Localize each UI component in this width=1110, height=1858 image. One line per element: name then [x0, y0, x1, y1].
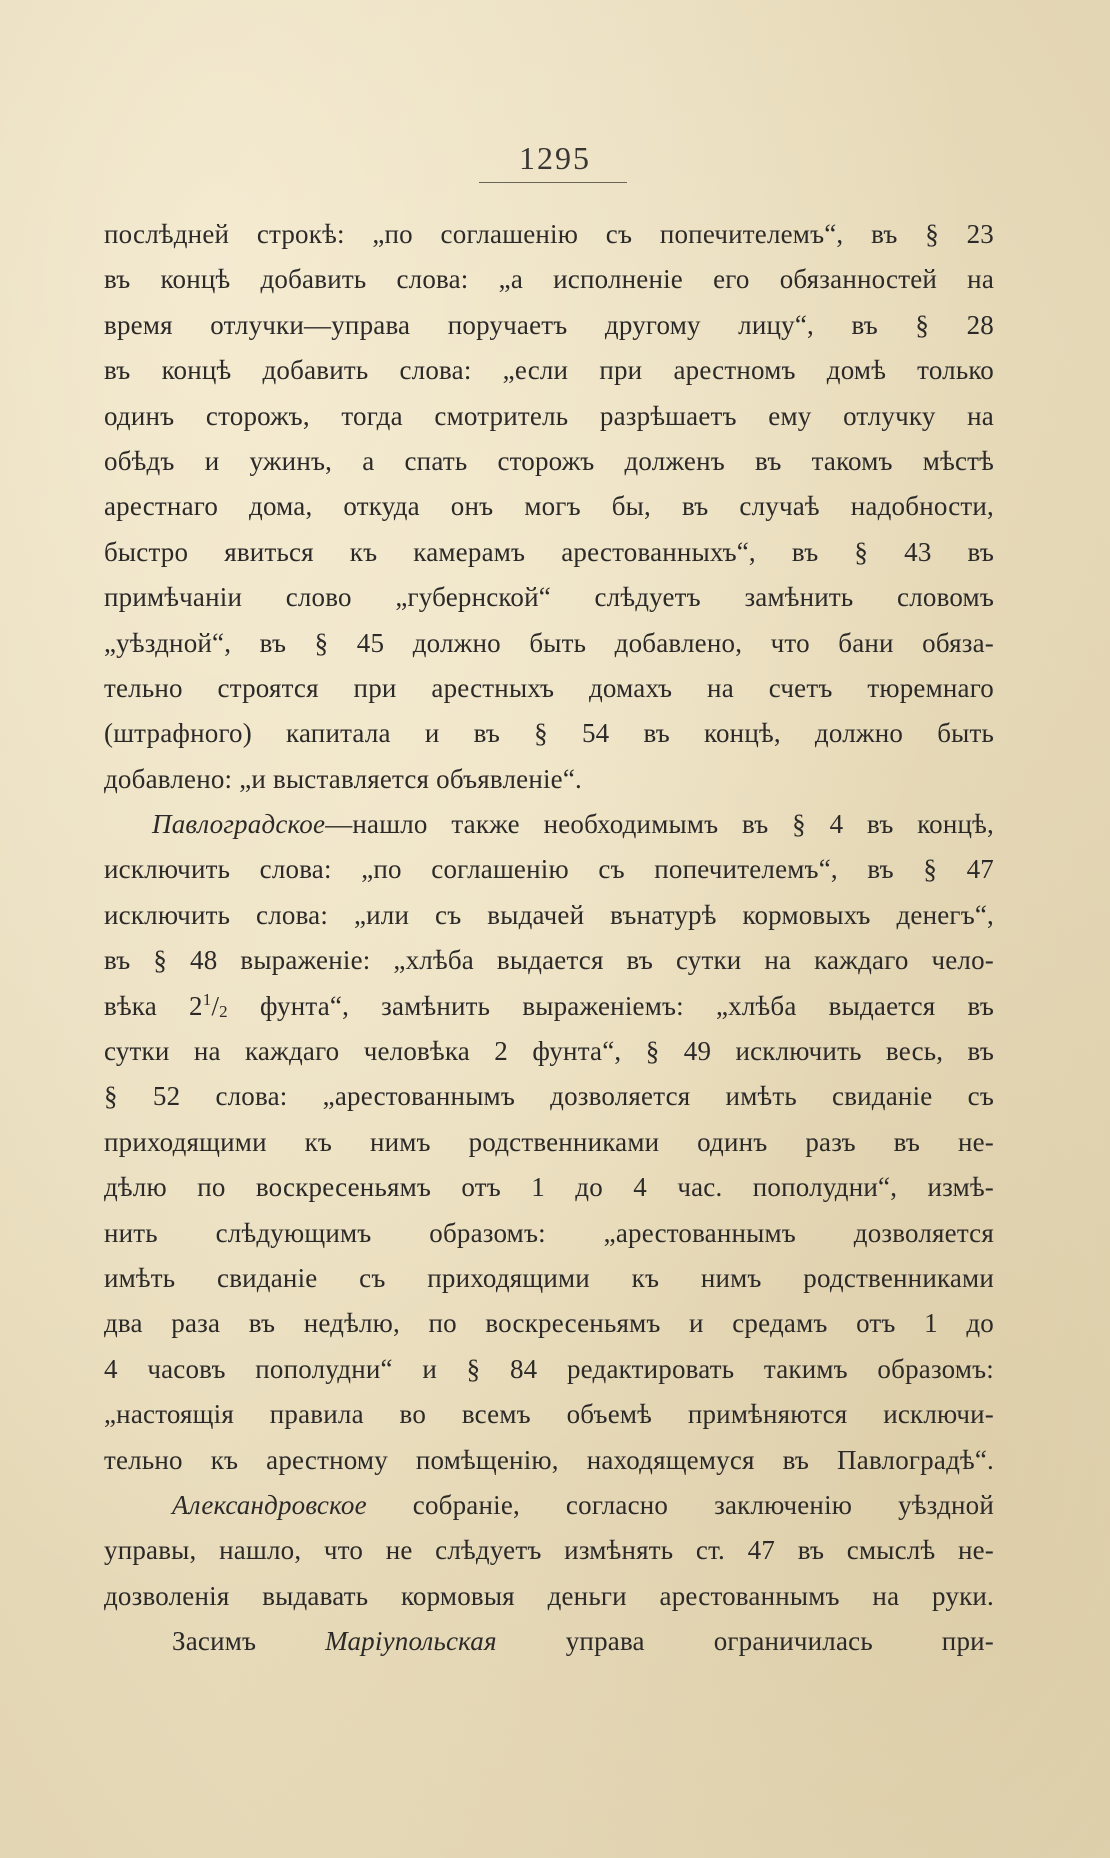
paragraph-continuation — [104, 212, 994, 802]
text-line: имѣть свиданіе съ приходящими къ нимъ родственниками — [104, 1262, 994, 1293]
page-number-rule — [479, 182, 627, 183]
text-line — [104, 984, 994, 1029]
text-line: (штрафного) капитала и въ § 54 въ концѣ, должно быть — [104, 718, 994, 749]
text-line: сутки на каждаго человѣка 2 фунта“, § 49 исключить весь, въ — [104, 1036, 994, 1067]
text-line: послѣдней строкѣ: „по соглашенію съ попечителемъ“, въ § 23 — [104, 219, 994, 249]
text-line: въ концѣ добавить слова: „если при арестномъ домѣ только — [104, 355, 994, 386]
text-line: „уѣздной“, въ § 45 должно быть добавлено, что бани обяза- — [104, 627, 994, 658]
text-line: примѣчаніи слово „губернской“ слѣдуетъ замѣнить словомъ — [104, 582, 994, 613]
paragraph-pavlograd — [104, 802, 994, 1483]
text-run: вѣка 2 — [104, 990, 203, 1021]
text-line: два раза въ недѣлю, по воскресеньямъ и средамъ отъ 1 до — [104, 1308, 994, 1339]
text-line: арестнаго дома, откуда онъ могъ бы, въ случаѣ надобности, — [104, 491, 994, 522]
text-line: въ концѣ добавить слова: „а исполненіе его обязанностей на — [104, 264, 994, 295]
text-line: 4 часовъ пополудни“ и § 84 редактировать такимъ образомъ: — [104, 1353, 994, 1384]
text-line: дозволенія выдавать кормовыя деньги арестованнымъ на руки. — [104, 1580, 994, 1611]
fraction-slash: / — [211, 990, 220, 1021]
fraction-numerator: 1 — [202, 989, 212, 1009]
italic-district-name: Маріупольская — [325, 1626, 497, 1657]
text-line: обѣдъ и ужинъ, а спать сторожъ долженъ въ такомъ мѣстѣ — [104, 445, 994, 476]
text-line: добавлено: „и выставляется объявленіе“. — [104, 763, 582, 794]
text-line: тельно строятся при арестныхъ домахъ на счетъ тюремнаго — [104, 672, 994, 703]
text-run: управа ограничилась при- — [496, 1626, 994, 1657]
text-line: „настоящія правила во всемъ объемѣ примѣняются исключи- — [104, 1399, 994, 1430]
text-run: собраніе, согласно заключенію уѣздной — [366, 1489, 994, 1520]
text-run: Засимъ — [172, 1626, 326, 1657]
italic-district-name: Александровское — [172, 1489, 367, 1520]
text-run: —нашло также необходимымъ въ § 4 въ концѣ, — [325, 809, 994, 840]
text-line: въ § 48 выраженіе: „хлѣба выдается въ сутки на каждаго чело- — [104, 945, 994, 976]
text-line: исключить слова: „по соглашенію съ попечителемъ“, въ § 47 — [104, 854, 994, 885]
italic-district-name: Павлоградское — [152, 809, 326, 840]
text-line: приходящими къ нимъ родственниками одинъ разъ въ не- — [104, 1126, 994, 1157]
text-line — [104, 802, 994, 847]
fraction — [203, 991, 228, 1021]
text-run: фунта“, замѣнить выраженіемъ: „хлѣба выдается въ — [227, 990, 994, 1021]
paragraph-mariupol — [104, 1619, 994, 1664]
text-line — [104, 1483, 994, 1528]
text-line: одинъ сторожъ, тогда смотритель разрѣшаетъ ему отлучку на — [104, 400, 994, 431]
text-line: нить слѣдующимъ образомъ: „арестованнымъ дозволяется — [104, 1217, 994, 1248]
paragraph-alexandrovsk — [104, 1483, 994, 1619]
text-line: время отлучки—управа поручаетъ другому лицу“, въ § 28 — [104, 309, 994, 340]
text-line: управы, нашло, что не слѣдуетъ измѣнять ст. 47 въ смыслѣ не- — [104, 1535, 994, 1566]
text-line — [104, 1619, 994, 1664]
body-text — [104, 212, 994, 1665]
fraction-denominator: 2 — [219, 1001, 228, 1021]
text-line: быстро явиться къ камерамъ арестованныхъ“, въ § 43 въ — [104, 536, 994, 567]
text-line: исключить слова: „или съ выдачей вънатурѣ кормовыхъ денегъ“, — [104, 899, 994, 930]
text-line: тельно къ арестному помѣщенію, находящемуся въ Павлоградѣ“. — [104, 1444, 994, 1475]
text-line: § 52 слова: „арестованнымъ дозволяется имѣть свиданіе съ — [104, 1081, 994, 1112]
page-number: 1295 — [519, 140, 591, 176]
text-line: дѣлю по воскресеньямъ отъ 1 до 4 час. пополудни“, измѣ- — [104, 1172, 994, 1203]
